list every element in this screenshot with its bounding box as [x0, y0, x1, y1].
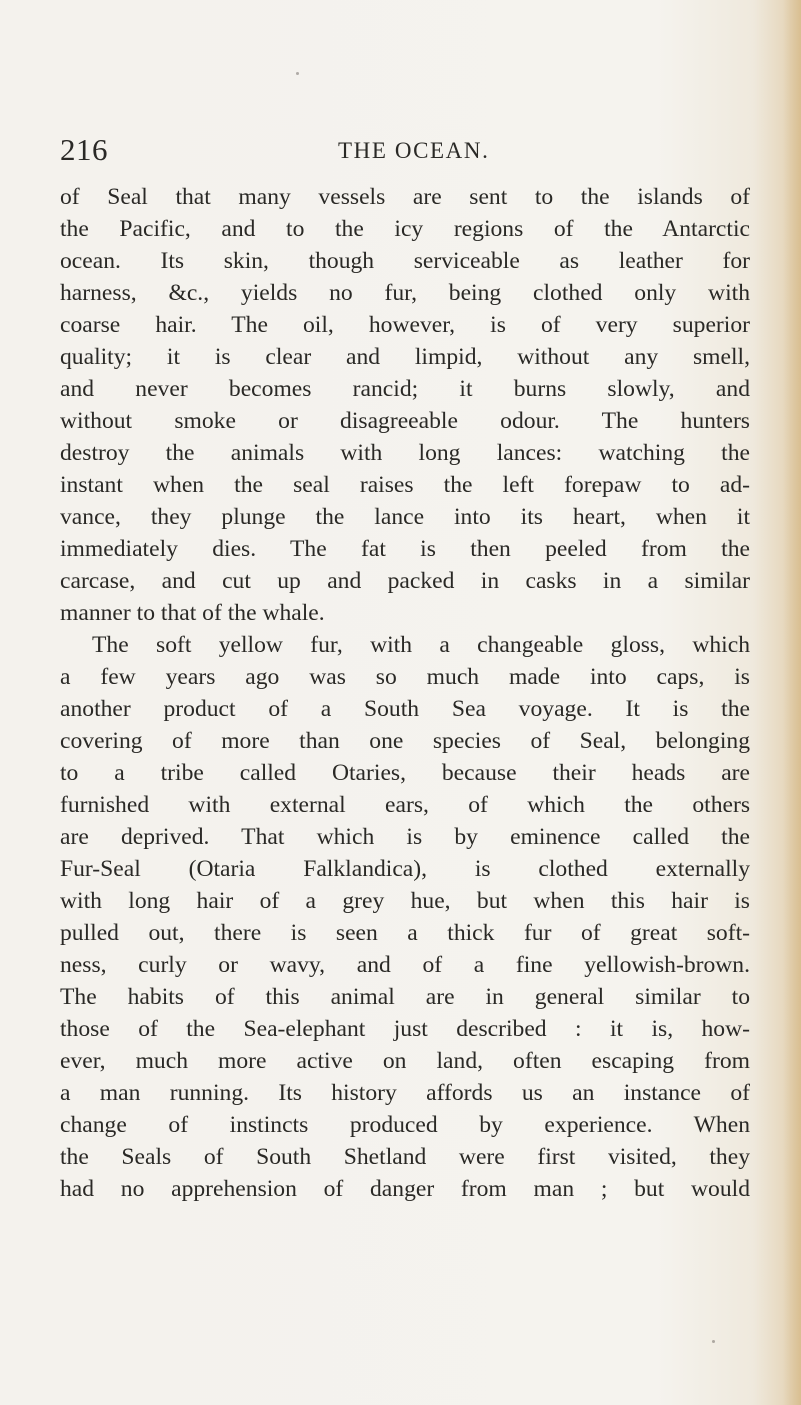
text-line: those of the Sea-elephant just described : it is, how- [60, 1016, 750, 1042]
page-edge-shadow [783, 0, 801, 1405]
text-line: the Seals of South Shetland were first visited, they [60, 1144, 750, 1170]
text-line: without smoke or disagreeable odour. The hunters [60, 408, 750, 434]
paragraph-first-line: The soft yellow fur, with a changeable gloss, which [92, 632, 750, 658]
text-line: a few years ago was so much made into caps, is [60, 664, 750, 690]
text-line: The habits of this animal are in general similar to [60, 984, 750, 1010]
text-line: ever, much more active on land, often escaping from [60, 1048, 750, 1074]
text-line: coarse hair. The oil, however, is of very superior [60, 312, 750, 338]
text-line: had no apprehension of danger from man ; but would [60, 1176, 750, 1202]
text-line: covering of more than one species of Seal, belonging [60, 728, 750, 754]
body-text [60, 181, 750, 1205]
text-line: harness, &c., yields no fur, being clothed only with [60, 280, 750, 306]
text-line: another product of a South Sea voyage. It is the [60, 696, 750, 722]
text-line: Fur-Seal (Otaria Falklandica), is clothed externally [60, 856, 750, 882]
print-speck [296, 72, 299, 75]
text-line: ocean. Its skin, though serviceable as leather for [60, 248, 750, 274]
text-line: the Pacific, and to the icy regions of the Antarctic [60, 216, 750, 242]
text-line: of Seal that many vessels are sent to the islands of [60, 184, 750, 210]
page-header [60, 132, 740, 172]
text-line: are deprived. That which is by eminence called the [60, 824, 750, 850]
text-line: to a tribe called Otaries, because their heads are [60, 760, 750, 786]
text-line: pulled out, there is seen a thick fur of great soft- [60, 920, 750, 946]
print-speck [712, 1340, 715, 1343]
text-line: furnished with external ears, of which the others [60, 792, 750, 818]
text-line: quality; it is clear and limpid, without any smell, [60, 344, 750, 370]
running-title: THE OCEAN. [338, 138, 490, 163]
text-line: instant when the seal raises the left forepaw to ad- [60, 472, 750, 498]
text-line: vance, they plunge the lance into its heart, when it [60, 504, 750, 530]
text-line: manner to that of the whale. [60, 600, 325, 626]
page-number: 216 [60, 132, 108, 167]
text-line: ness, curly or wavy, and of a fine yellowish-brown. [60, 952, 750, 978]
text-line: a man running. Its history affords us an instance of [60, 1080, 750, 1106]
text-line: with long hair of a grey hue, but when this hair is [60, 888, 750, 914]
text-line: destroy the animals with long lances: watching the [60, 440, 750, 466]
text-line: change of instincts produced by experience. When [60, 1112, 750, 1138]
text-line: and never becomes rancid; it burns slowly, and [60, 376, 750, 402]
text-line: immediately dies. The fat is then peeled from the [60, 536, 750, 562]
text-line: carcase, and cut up and packed in casks in a similar [60, 568, 750, 594]
